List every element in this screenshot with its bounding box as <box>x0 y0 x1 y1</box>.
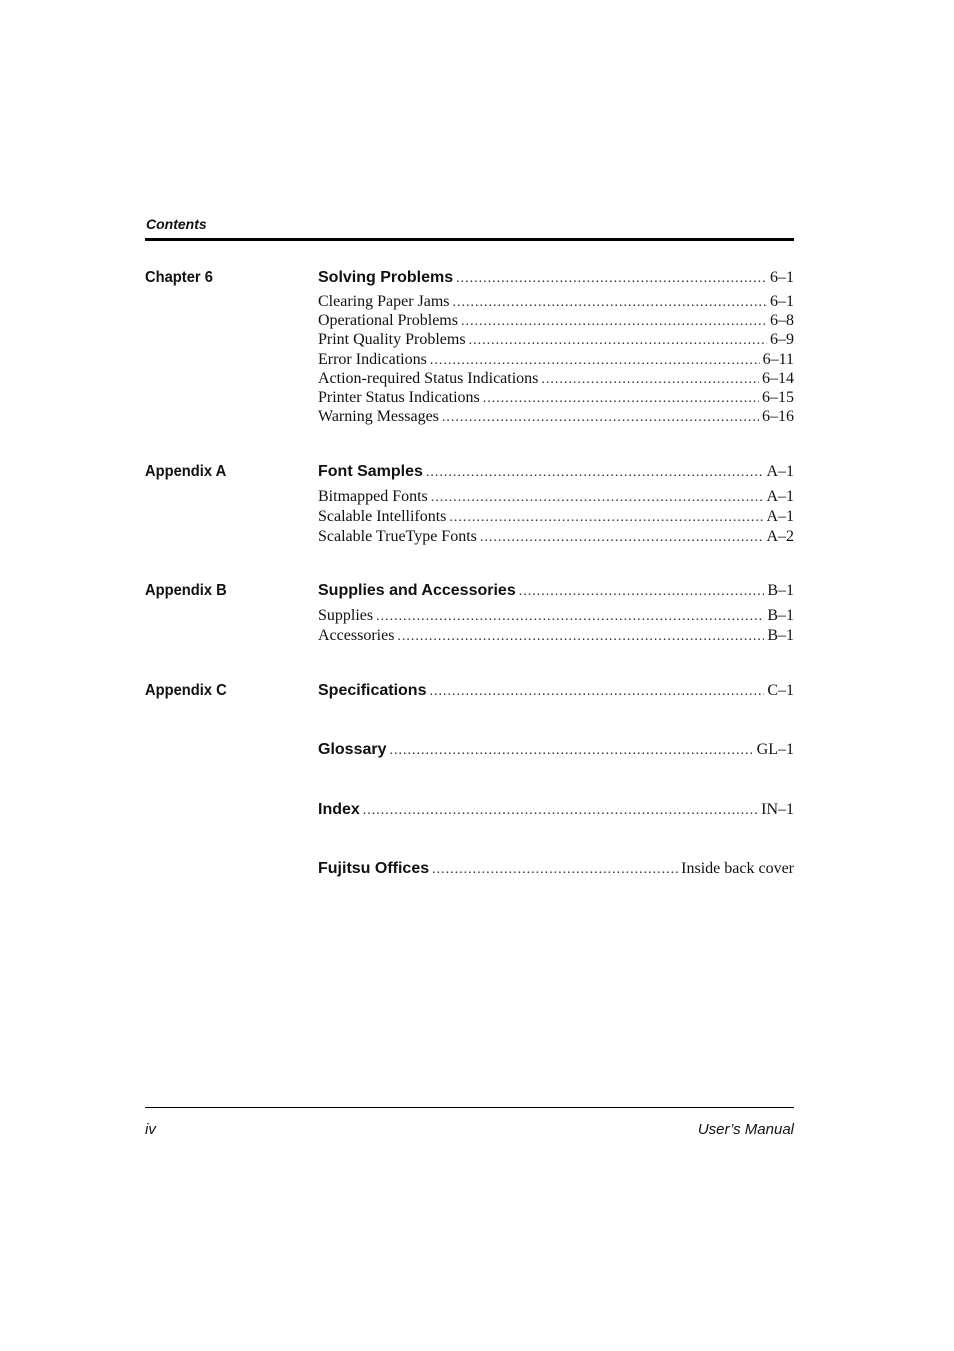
dot-leader <box>461 314 767 330</box>
toc-heading-glossary[interactable] <box>318 741 794 761</box>
section-label-appendix-a: Appendix A <box>145 463 227 480</box>
dot-leader <box>456 271 767 287</box>
dot-leader <box>483 391 759 407</box>
dot-leader <box>363 803 758 819</box>
dot-leader <box>431 490 764 506</box>
toc-entry-scalable-truetype-fonts[interactable] <box>318 528 794 548</box>
toc-heading-title: Supplies and Accessories <box>318 582 516 599</box>
dot-leader <box>430 353 760 369</box>
toc-entry-title: Bitmapped Fonts <box>318 488 428 505</box>
toc-page-number: C–1 <box>767 682 794 699</box>
toc-page-number: 6–8 <box>770 312 794 329</box>
toc-entry-title: Action-required Status Indications <box>318 370 539 387</box>
toc-heading-title: Solving Problems <box>318 269 454 286</box>
toc-page-number: 6–11 <box>762 351 794 368</box>
toc-page-number: GL–1 <box>756 741 794 758</box>
dot-leader <box>397 629 764 645</box>
toc-entry-title: Scalable TrueType Fonts <box>318 528 477 545</box>
dot-leader <box>519 584 765 600</box>
toc-page-number: A–1 <box>766 508 794 525</box>
dot-leader <box>453 295 767 311</box>
toc-entry-error-indications[interactable] <box>318 351 794 371</box>
toc-heading-title: Index <box>318 801 360 818</box>
toc-entry-clearing-paper-jams[interactable] <box>318 293 794 313</box>
toc-page-number: Inside back cover <box>681 860 794 877</box>
toc-page-number: B–1 <box>767 582 794 599</box>
toc-page-number: 6–1 <box>770 269 794 286</box>
dot-leader <box>432 862 678 878</box>
toc-heading-font-samples[interactable] <box>318 463 794 483</box>
toc-entry-scalable-intellifonts[interactable] <box>318 508 794 528</box>
toc-entry-title: Error Indications <box>318 351 427 368</box>
toc-heading-specifications[interactable] <box>318 682 794 702</box>
footer-rule <box>145 1107 794 1108</box>
toc-entry-operational-problems[interactable] <box>318 312 794 332</box>
dot-leader <box>429 684 764 700</box>
toc-heading-fujitsu-offices[interactable] <box>318 860 794 880</box>
toc-page-number: A–2 <box>766 528 794 545</box>
section-label-appendix-c: Appendix C <box>145 682 227 699</box>
toc-page-number: 6–16 <box>762 408 794 425</box>
toc-entry-title: Printer Status Indications <box>318 389 480 406</box>
dot-leader <box>376 609 764 625</box>
toc-entry-title: Operational Problems <box>318 312 458 329</box>
toc-heading-solving-problems[interactable] <box>318 269 794 289</box>
running-header: Contents <box>146 216 207 232</box>
dot-leader <box>541 372 759 388</box>
toc-entry-supplies[interactable] <box>318 607 794 627</box>
toc-page-number: A–1 <box>766 488 794 505</box>
toc-entry-title: Warning Messages <box>318 408 439 425</box>
dot-leader <box>469 333 767 349</box>
section-label-chapter-6: Chapter 6 <box>145 269 213 286</box>
toc-heading-title: Glossary <box>318 741 387 758</box>
toc-page-number: IN–1 <box>761 801 794 818</box>
toc-entry-action-required-status[interactable] <box>318 370 794 390</box>
toc-entry-title: Clearing Paper Jams <box>318 293 450 310</box>
section-label-appendix-b: Appendix B <box>145 582 227 599</box>
toc-page-number: 6–14 <box>762 370 794 387</box>
toc-entry-bitmapped-fonts[interactable] <box>318 488 794 508</box>
dot-leader <box>449 510 763 526</box>
toc-entry-print-quality-problems[interactable] <box>318 331 794 351</box>
header-rule <box>145 238 794 241</box>
toc-heading-title: Font Samples <box>318 463 423 480</box>
footer-manual-title: User’s Manual <box>697 1121 794 1138</box>
toc-entry-title: Print Quality Problems <box>318 331 466 348</box>
toc-entry-title: Supplies <box>318 607 374 624</box>
toc-page-number: A–1 <box>766 463 794 480</box>
toc-page-number: 6–1 <box>770 293 794 310</box>
dot-leader <box>480 530 764 546</box>
toc-page-number: 6–9 <box>770 331 794 348</box>
toc-heading-supplies-accessories[interactable] <box>318 582 794 602</box>
toc-heading-title: Specifications <box>318 682 427 699</box>
toc-heading-title: Fujitsu Offices <box>318 860 430 877</box>
toc-entry-title: Accessories <box>318 627 395 644</box>
toc-entry-accessories[interactable] <box>318 627 794 647</box>
toc-heading-index[interactable] <box>318 801 794 821</box>
dot-leader <box>426 465 764 481</box>
dot-leader <box>442 410 759 426</box>
toc-page-number: B–1 <box>767 607 794 624</box>
toc-page-number: 6–15 <box>762 389 794 406</box>
toc-page-number: B–1 <box>767 627 794 644</box>
toc-entry-warning-messages[interactable] <box>318 408 794 428</box>
toc-entry-printer-status[interactable] <box>318 389 794 409</box>
dot-leader <box>389 743 753 759</box>
toc-entry-title: Scalable Intellifonts <box>318 508 447 525</box>
footer-page-number: iv <box>145 1121 156 1138</box>
